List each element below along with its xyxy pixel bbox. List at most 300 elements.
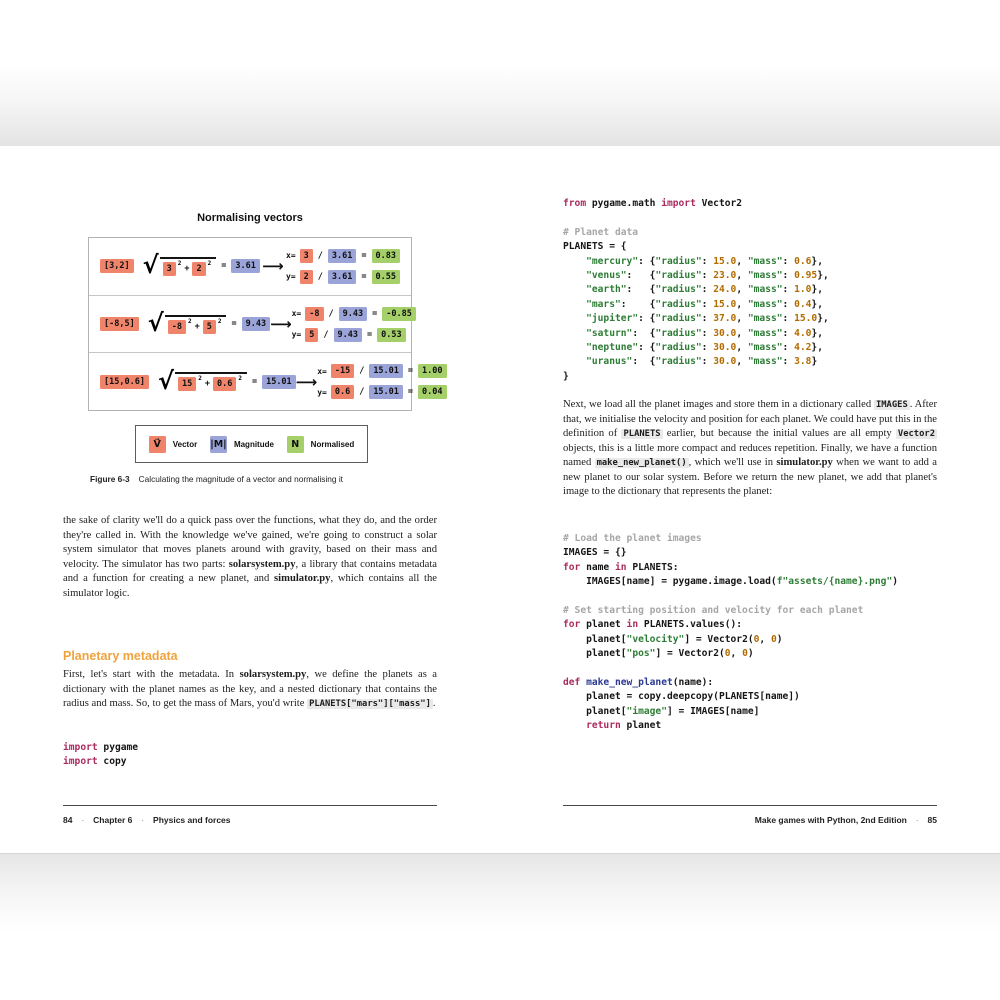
legend-item [149, 436, 197, 453]
equals-operator: = [221, 261, 227, 272]
code-token-kw: in [626, 619, 639, 631]
numerator-chip: -8 [305, 307, 323, 321]
code-token: IMAGES[name] = pygame.image.load( [563, 576, 777, 588]
axis-label: y= [317, 387, 327, 397]
code-token-num: 15.0 [713, 255, 737, 267]
page-shadow-top [0, 63, 1000, 147]
code-line [563, 575, 898, 589]
code-token-num: 30.0 [713, 327, 737, 339]
code-token: planet[ [563, 633, 627, 645]
code-token: }, [811, 342, 823, 354]
axis-label: y= [286, 272, 296, 282]
result-line [286, 270, 400, 284]
code-token: copy [97, 756, 127, 768]
code-token-str: "radius" [655, 342, 702, 354]
code-block-setup [563, 532, 898, 734]
file-name: simulator.py [776, 457, 833, 468]
code-line [563, 312, 829, 326]
code-token-num: 4.0 [794, 327, 812, 339]
code-token: IMAGES = {} [563, 547, 627, 559]
text-run: the sake of clarity we'll do a quick pass over the functions, what they do, and the order they're called in. With the knowledge we've gained, we're going to construct a solar system simulator that moves planets around with gravity, based on their mass and velocity. The simulator has two parts: [63, 515, 437, 570]
body-paragraph-intro [63, 514, 437, 601]
code-token: ] = Vector2( [684, 633, 754, 645]
code-token-str: "radius" [655, 327, 702, 339]
denominator-chip: 15.01 [369, 364, 403, 378]
axis-label: x= [291, 309, 302, 318]
code-line [563, 240, 829, 254]
magnitude-expression [100, 309, 270, 337]
vector-calculation-row [89, 296, 411, 354]
code-token [563, 299, 586, 310]
code-token-str: "pos" [626, 648, 656, 660]
file-name: solarsystem.py [228, 558, 296, 570]
code-line [563, 211, 829, 225]
legend-label: Vector [172, 439, 198, 449]
magnitude-expression [100, 251, 260, 280]
text-run: , which we'll use in [688, 457, 777, 468]
book-spread [0, 146, 1000, 853]
code-token-num: 0 [742, 648, 748, 660]
code-line [563, 676, 898, 690]
code-token: , [736, 284, 748, 296]
result-line [292, 328, 416, 342]
page-number: 85 [927, 815, 937, 825]
equals-operator: = [407, 387, 414, 398]
code-block-imports [63, 741, 138, 770]
code-token: planet = copy.deepcopy(PLANETS[name]) [563, 691, 800, 703]
sqrt-symbol: √ [142, 251, 159, 280]
code-line [563, 269, 829, 283]
radicand [175, 372, 247, 391]
code-token: : { [638, 313, 656, 325]
code-token [563, 328, 586, 339]
code-token: : { [626, 270, 656, 282]
numerator-chip: -15 [331, 364, 354, 378]
code-token-str: "mercury" [586, 255, 639, 267]
code-token-num: 23.0 [713, 270, 737, 282]
code-token: , [736, 313, 748, 325]
figure-caption-label: Figure 6-3 [90, 474, 130, 484]
code-line [563, 283, 829, 297]
code-token: : [782, 327, 795, 339]
code-token-fn: make_new_planet [586, 677, 673, 689]
code-token: (name): [672, 677, 714, 689]
legend-label: Normalised [310, 439, 355, 449]
text-run: , we define the planets as a dictionary with the planet names as the key, and a nested dictionary that contains the radius and mass. So, to get the mass of Mars, you'd write [63, 669, 437, 709]
code-token-str: "saturn" [586, 327, 633, 339]
code-token: : [782, 342, 795, 354]
code-line [563, 633, 898, 647]
equals-operator: = [361, 271, 367, 282]
code-token-kw: import [661, 198, 696, 209]
figure-legend [135, 425, 368, 463]
code-token [563, 356, 586, 367]
vector-chip: [-8,5] [100, 317, 139, 331]
vector-chip: [15,0.6] [100, 375, 149, 389]
code-token-num: 15.0 [713, 298, 737, 310]
code-token: ) [747, 648, 754, 660]
code-token [563, 284, 586, 295]
page-number: 84 [63, 815, 73, 825]
component-x-chip: -8 [168, 320, 186, 334]
code-line [563, 705, 898, 719]
code-token-kw: import [63, 742, 98, 753]
text-run: when we want to add a new planet to our solar system. Before we return the new planet, we add that planet's image to the dictionary that represents the planet: [563, 457, 938, 497]
exponent: 2 [207, 259, 212, 267]
code-token [563, 342, 586, 353]
code-line [63, 755, 138, 769]
body-paragraph-images [563, 398, 937, 500]
footer-left [63, 815, 437, 825]
vector-calculation-row [89, 238, 411, 296]
footer-rule-right [563, 805, 937, 806]
code-token: : [701, 284, 714, 296]
code-token-str: "mass" [747, 270, 783, 282]
plus-operator: + [204, 379, 210, 390]
code-token: , [736, 298, 748, 310]
legend-item [287, 436, 355, 453]
equals-operator: = [231, 319, 237, 329]
code-token-num: 0 [770, 633, 777, 645]
code-token-str: "mass" [747, 284, 783, 296]
code-token-num: 0.6 [794, 255, 812, 267]
code-line [563, 355, 829, 369]
code-token-str: "mass" [747, 342, 783, 354]
inline-code: PLANETS [623, 429, 661, 439]
code-token-str: "venus" [586, 270, 627, 282]
code-token: : [782, 284, 795, 296]
code-token-num: 0.95 [794, 270, 818, 282]
code-token: }, [811, 327, 823, 339]
code-token-num: 3.8 [794, 356, 812, 368]
code-token: }, [817, 313, 829, 325]
code-token: Vector2 [695, 198, 743, 209]
text-run: Next, we load all the planet images and store them in a dictionary called [563, 399, 874, 410]
text-run: earlier, but because the initial values are all empty [662, 428, 896, 439]
code-line [563, 690, 898, 704]
code-token: }, [811, 298, 823, 310]
inline-code: Vector2 [897, 429, 935, 439]
code-token: : [701, 298, 714, 310]
code-token-num: 1.0 [794, 284, 812, 296]
section-heading: Planetary metadata [63, 649, 178, 663]
code-token-kw: in [614, 561, 627, 573]
footer-separator: · [141, 815, 145, 825]
code-line [563, 604, 898, 618]
code-line [563, 298, 829, 312]
exponent: 2 [198, 375, 202, 383]
code-token: : [701, 327, 714, 339]
code-token: : [782, 255, 795, 267]
code-token-str: "image" [626, 705, 667, 717]
code-token-str: "radius" [655, 313, 702, 325]
text-run: , which contains all the simulator logic. [63, 573, 437, 599]
code-token: : { [638, 342, 656, 354]
magnitude-expression [100, 366, 296, 395]
code-token-str: "mass" [747, 313, 783, 325]
code-token: : { [620, 298, 656, 310]
axis-label: y= [291, 330, 302, 339]
sqrt-symbol: √ [157, 366, 174, 395]
code-token: planet [620, 720, 662, 732]
code-token: : [701, 255, 714, 267]
code-token: , [736, 342, 748, 354]
code-token: ] = IMAGES[name] [666, 705, 760, 717]
code-token: , [759, 633, 771, 645]
section-label: Physics and forces [153, 815, 231, 825]
code-line [563, 719, 898, 733]
footer-rule-left [63, 805, 437, 806]
code-token-str: "radius" [655, 298, 702, 310]
footer-separator: · [81, 815, 85, 825]
legend-label: Magnitude [233, 439, 274, 449]
code-token: : { [632, 356, 656, 368]
code-token-str: "mars" [586, 298, 621, 310]
code-token [563, 313, 586, 324]
code-token-str: "uranus" [586, 356, 633, 368]
file-name: solarsystem.py [239, 669, 307, 680]
component-x-chip: 3 [163, 262, 176, 276]
magnitude-chip: 9.43 [242, 317, 270, 331]
code-token-str: "jupiter" [586, 313, 639, 325]
exponent: 2 [187, 317, 192, 325]
result-line [317, 364, 446, 378]
code-token-str: "mass" [747, 298, 783, 310]
code-token: : { [632, 327, 656, 339]
code-token-num: 0.4 [794, 298, 812, 310]
right-arrow-icon: ⟶ [262, 257, 284, 276]
code-token-kw: import [63, 756, 98, 768]
normalised-chip: 0.83 [372, 249, 400, 263]
exponent: 2 [217, 317, 222, 325]
code-token-kw: return [586, 720, 621, 732]
code-token-str: "neptune" [586, 342, 639, 354]
exponent: 2 [177, 259, 182, 267]
code-token: : [782, 356, 795, 368]
code-line [63, 741, 138, 755]
code-token: ) [892, 576, 899, 588]
exponent: 2 [238, 375, 242, 383]
legend-symbol: N [287, 436, 304, 453]
code-token-str: "radius" [655, 356, 702, 368]
inline-code: IMAGES [875, 400, 908, 410]
numerator-chip: 2 [300, 270, 313, 284]
equals-operator: = [366, 329, 373, 340]
figure-diagram [88, 237, 443, 411]
text-run: First, let's start with the metadata. In [63, 669, 240, 680]
denominator-chip: 3.61 [328, 270, 356, 284]
result-line [317, 385, 446, 399]
chapter-label: Chapter 6 [93, 815, 133, 825]
code-token-str: "radius" [655, 284, 702, 296]
code-token-com: # Set starting position and velocity for each planet [563, 605, 864, 617]
code-token: name [580, 561, 615, 573]
code-token-num: 4.2 [794, 342, 812, 354]
book-title: Make games with Python, 2nd Edition [754, 815, 907, 825]
radicand [165, 315, 227, 334]
code-token-kw: def [563, 677, 581, 689]
normalised-results [292, 307, 416, 342]
code-token-num: 15.0 [794, 313, 818, 325]
figure-caption-text: Calculating the magnitude of a vector and normalising it [138, 474, 343, 484]
code-line [563, 590, 898, 604]
code-token [563, 270, 586, 281]
page-shadow-bottom [0, 853, 1000, 932]
code-token: : [782, 298, 795, 310]
code-token: PLANETS = { [563, 241, 627, 253]
code-token-str: "earth" [586, 284, 627, 296]
code-line [563, 546, 898, 560]
code-token: planet [580, 619, 627, 631]
equals-operator: = [361, 250, 367, 261]
equals-operator: = [372, 308, 378, 319]
figure-caption [90, 474, 343, 484]
code-block-planets [563, 197, 829, 384]
legend-symbol: |M| [210, 436, 227, 453]
axis-label: x= [317, 366, 327, 376]
radicand [160, 257, 217, 276]
component-y-chip: 5 [203, 320, 216, 334]
code-token: : [701, 270, 714, 282]
code-line [563, 255, 829, 269]
code-token-str: "radius" [655, 270, 702, 282]
code-token-num: 30.0 [713, 356, 737, 368]
code-line [563, 662, 898, 676]
code-line [563, 370, 829, 384]
denominator-chip: 3.61 [328, 249, 356, 263]
divide-operator: / [323, 329, 329, 340]
component-y-chip: 0.6 [213, 377, 236, 391]
plus-operator: + [194, 321, 200, 332]
code-token-num: 30.0 [713, 342, 737, 354]
code-token-num: 37.0 [713, 313, 737, 325]
code-line [563, 341, 829, 355]
equals-operator: = [251, 376, 258, 387]
code-token: }, [817, 270, 829, 282]
normalised-chip: 0.53 [377, 328, 405, 342]
normalised-chip: 0.55 [372, 270, 400, 284]
code-token: , [736, 255, 748, 267]
right-arrow-icon: ⟶ [270, 315, 292, 333]
code-token: planet[ [563, 705, 627, 717]
file-name: simulator.py [274, 573, 331, 584]
code-token: pygame.math [586, 198, 662, 209]
text-run: . [432, 698, 436, 709]
inline-code: PLANETS["mars"]["mass"] [309, 699, 431, 709]
code-line [563, 532, 898, 546]
code-token: } [563, 370, 569, 382]
code-token: PLANETS: [626, 561, 679, 573]
code-token: , [736, 356, 748, 368]
denominator-chip: 9.43 [334, 328, 362, 342]
legend-item [210, 436, 274, 453]
code-line [563, 226, 829, 240]
page-right [563, 146, 937, 853]
code-token: , [730, 648, 743, 660]
code-token: : [701, 342, 714, 354]
code-token: PLANETS.values(): [638, 619, 743, 631]
page-left [63, 146, 443, 853]
code-token: ] = Vector2( [655, 648, 725, 660]
code-line [563, 647, 898, 661]
code-line [563, 327, 829, 341]
code-token-kw: from [563, 198, 587, 209]
code-token: planet[ [563, 648, 627, 660]
code-token-com: # Planet data [563, 226, 639, 238]
figure-title: Normalising vectors [197, 212, 303, 224]
sqrt-symbol: √ [147, 309, 164, 337]
code-token: , [736, 327, 748, 339]
divide-operator: / [328, 308, 334, 319]
code-token: , [736, 270, 748, 282]
code-token: : { [638, 255, 656, 267]
code-token-num: 0 [724, 648, 731, 660]
equals-operator: = [407, 366, 414, 377]
component-y-chip: 2 [192, 262, 205, 276]
code-token-kw: for [563, 561, 581, 573]
code-line [563, 561, 898, 575]
body-paragraph-metadata [63, 668, 437, 712]
code-token-kw: for [563, 619, 581, 631]
code-token [563, 720, 586, 731]
axis-label: x= [286, 251, 296, 261]
code-token: : [701, 356, 714, 368]
numerator-chip: 0.6 [331, 385, 354, 399]
normalised-chip: 0.04 [418, 385, 446, 399]
code-token-com: # Load the planet images [563, 533, 702, 544]
normalised-chip: 1.00 [418, 364, 446, 378]
code-token: }, [811, 284, 823, 296]
magnitude-chip: 3.61 [231, 259, 259, 273]
magnitude-chip: 15.01 [262, 375, 296, 389]
divide-operator: / [317, 250, 323, 261]
code-token-num: 24.0 [713, 284, 737, 296]
numerator-chip: 3 [300, 249, 313, 263]
footer-separator: · [915, 815, 919, 825]
result-line [286, 249, 400, 263]
text-run: , a library that contains metadata and a function for creating a new planet, and [63, 558, 437, 584]
code-token-str: f"assets/{name}.png" [776, 576, 893, 588]
right-arrow-icon: ⟶ [295, 372, 318, 391]
denominator-chip: 15.01 [369, 385, 403, 399]
code-token: : [701, 313, 714, 325]
footer-right [563, 815, 937, 825]
inline-code: make_new_planet() [596, 458, 687, 468]
normalised-results [286, 249, 400, 284]
code-token [563, 256, 586, 267]
plus-operator: + [184, 263, 190, 274]
code-token-str: "mass" [747, 356, 783, 368]
code-line [563, 618, 898, 632]
code-token-str: "mass" [747, 327, 783, 339]
normalised-chip: -0.85 [382, 307, 416, 321]
code-token-str: "mass" [747, 255, 783, 267]
vector-calculation-row [89, 353, 443, 410]
code-token: : [782, 270, 795, 282]
result-line [292, 307, 416, 321]
code-token: ) [776, 633, 783, 645]
code-token: } [811, 356, 818, 368]
code-token-num: 0 [753, 633, 760, 645]
code-token: : { [626, 284, 656, 296]
divide-operator: / [359, 366, 365, 377]
code-line [563, 197, 829, 211]
denominator-chip: 9.43 [339, 307, 367, 321]
code-token-str: "radius" [655, 255, 702, 267]
component-x-chip: 15 [178, 377, 196, 391]
divide-operator: / [359, 387, 365, 398]
code-token: }, [811, 255, 823, 267]
